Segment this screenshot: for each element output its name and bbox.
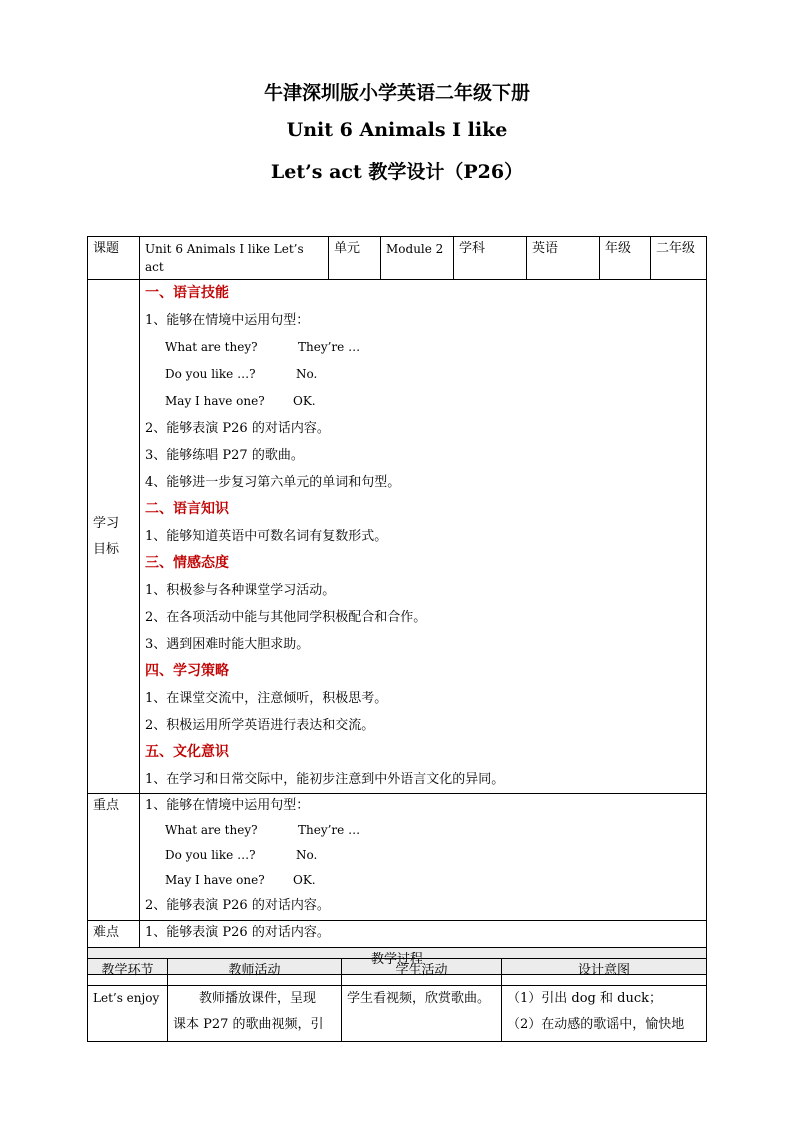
objectives-label-line2: 目标 [93, 541, 120, 557]
intent-cell [502, 986, 707, 1042]
pattern-answer: OK. [293, 873, 316, 887]
difficulty-row [88, 921, 707, 948]
doc-title-line1: 牛津深圳版小学英语二年级下册 [263, 82, 530, 104]
pattern-question: Do you like …? [165, 848, 256, 862]
unit-value: Module 2 [381, 237, 454, 280]
pattern-answer: No. [296, 848, 318, 862]
objectives-label [88, 280, 140, 794]
doc-title-line3: Let’s act 教学设计（P26） [270, 161, 524, 183]
intent-line: （2）在动感的歌谣中，愉快地 [507, 1017, 685, 1032]
key-points-content [140, 794, 707, 921]
pattern-question: May I have one? [165, 873, 265, 887]
col-stage: 教学环节 [88, 959, 168, 986]
pattern-answer: No. [296, 367, 318, 381]
key-points-label: 重点 [88, 794, 140, 921]
list-item: 1、能够知道英语中可数名词有复数形式。 [145, 529, 388, 544]
list-item: 1、能够在情境中运用句型： [145, 313, 310, 328]
process-header-row [88, 959, 707, 986]
section-cultural-awareness: 五、文化意识 [145, 744, 229, 760]
label-unit: 单元 [329, 237, 381, 280]
subject-value: 英语 [527, 237, 600, 280]
label-subject: 学科 [454, 237, 527, 280]
pattern-line [145, 361, 701, 388]
student-cell: 学生看视频，欣赏歌曲。 [342, 986, 502, 1042]
pattern-answer: They’re … [298, 340, 361, 354]
list-item: 4、能够进一步复习第六单元的单词和句型。 [145, 475, 401, 490]
pattern-question: What are they? [165, 823, 258, 837]
list-item: 3、遇到困难时能大胆求助。 [145, 637, 310, 652]
col-intent: 设计意图 [502, 959, 707, 986]
pattern-line [145, 388, 701, 415]
difficulty-label: 难点 [88, 921, 140, 948]
process-row [88, 986, 707, 1042]
topic-value: Unit 6 Animals I like Let’s act [140, 237, 329, 280]
teacher-cell [168, 986, 342, 1042]
pattern-line [145, 843, 701, 868]
list-item: 1、在学习和日常交际中，能初步注意到中外语言文化的异同。 [145, 772, 505, 787]
col-teacher: 教师活动 [168, 959, 342, 986]
teacher-line: 教师播放课件，呈现 [199, 991, 317, 1006]
section-learning-strategy: 四、学习策略 [145, 663, 229, 679]
section-emotional-attitude: 三、情感态度 [145, 555, 229, 571]
grade-value: 二年级 [651, 237, 707, 280]
pattern-answer: OK. [293, 394, 316, 408]
list-item: 2、在各项活动中能与其他同学积极配合和合作。 [145, 610, 427, 625]
pattern-line [145, 818, 701, 843]
key-points-row [88, 794, 707, 921]
stage-cell: Let’s enjoy [88, 986, 168, 1042]
pattern-line [145, 334, 701, 361]
list-item: 1、能够表演 P26 的对话内容。 [145, 925, 330, 940]
teacher-line: 课本 P27 的歌曲视频，引 [173, 1017, 324, 1032]
list-item: 1、积极参与各种课堂学习活动。 [145, 583, 336, 598]
lesson-plan-table [87, 236, 707, 975]
process-table [87, 958, 707, 1042]
objectives-content [140, 280, 707, 794]
list-item: 2、能够表演 P26 的对话内容。 [145, 421, 330, 436]
list-item: 1、能够在情境中运用句型： [145, 798, 310, 813]
list-item: 2、能够表演 P26 的对话内容。 [145, 898, 330, 913]
process-title: 教学过程 [88, 948, 707, 975]
doc-title-line2: Unit 6 Animals I like [286, 119, 508, 141]
pattern-line [145, 868, 701, 893]
header-row [88, 237, 707, 280]
pattern-question: May I have one? [165, 394, 265, 408]
list-item: 3、能够练唱 P27 的歌曲。 [145, 448, 304, 463]
difficulty-content [140, 921, 707, 948]
section-language-skills: 一、语言技能 [145, 285, 229, 301]
list-item: 1、在课堂交流中，注意倾听，积极思考。 [145, 691, 388, 706]
pattern-question: Do you like …? [165, 367, 256, 381]
objectives-row [88, 280, 707, 794]
objectives-label-line1: 学习 [93, 515, 120, 531]
intent-line: （1）引出 dog 和 duck； [507, 991, 662, 1006]
list-item: 2、积极运用所学英语进行表达和交流。 [145, 718, 375, 733]
label-topic: 课题 [88, 237, 140, 280]
pattern-question: What are they? [165, 340, 258, 354]
col-student: 学生活动 [342, 959, 502, 986]
label-grade: 年级 [600, 237, 651, 280]
section-language-knowledge: 二、语言知识 [145, 501, 229, 517]
pattern-answer: They’re … [298, 823, 361, 837]
